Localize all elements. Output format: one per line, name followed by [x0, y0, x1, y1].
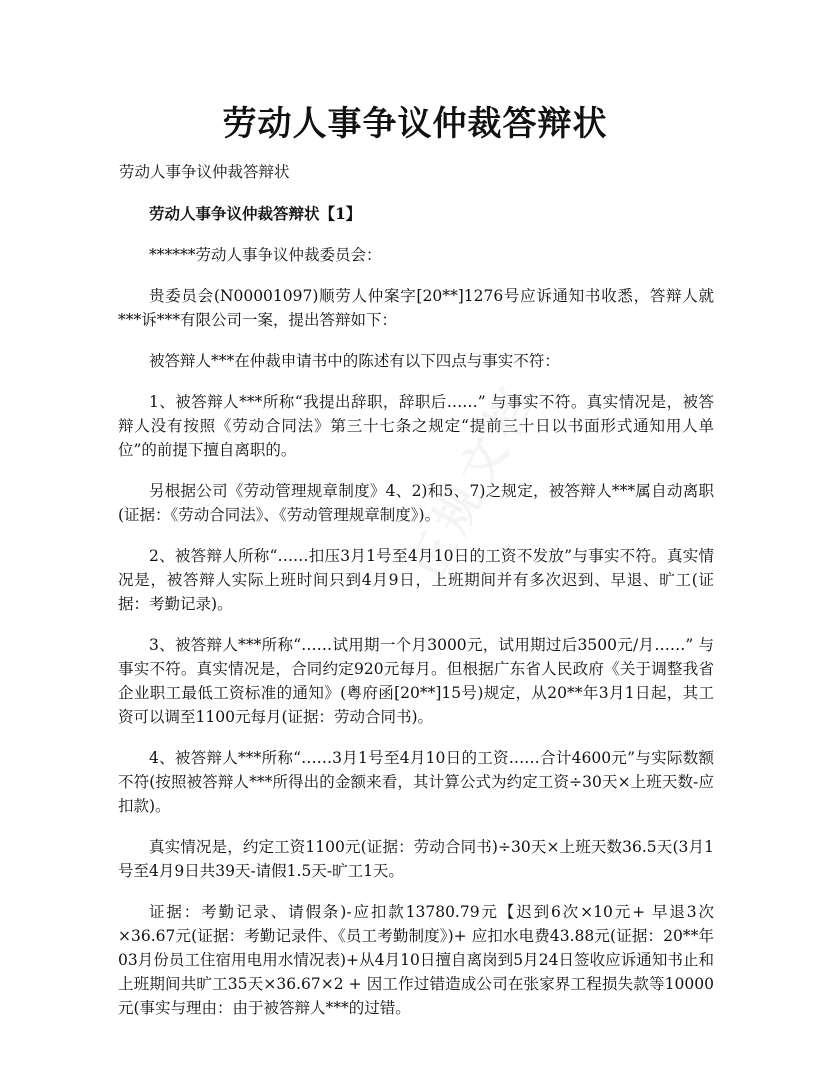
- paragraph-summary: 被答辩人***在仲裁申请书中的陈述有以下四点与事实不符：: [149, 352, 560, 370]
- paragraph-point-2: 2、被答辩人所称“……扣压3月1号至4月10日的工资不发放”与事实不符。真实情况是，被答辩人实际上班时间只到4月9日，上班期间并有多次迟到、早退、旷工(证据：考勤记录)。: [118, 547, 714, 613]
- document-body: [118, 160, 714, 1037]
- document-subtitle: 劳动人事争议仲裁答辩状: [119, 163, 290, 181]
- paragraph-addressee: ******劳动人事争议仲裁委员会：: [149, 246, 382, 264]
- paragraph-facts: 真实情况是，约定工资1100元(证据：劳动合同书)÷30天×上班天数36.5天(3月1号至4月9日共39天-请假1.5天-旷工1天。: [118, 838, 714, 880]
- document-title: 劳动人事争议仲裁答辩状: [222, 104, 608, 144]
- paragraph-point-1-supplement: 另根据公司《劳动管理规章制度》4、2)和5、7)之规定，被答辩人***属自动离职(证据：《劳动合同法》、《劳动管理规章制度》)。: [118, 482, 714, 524]
- paragraph-point-1: 1、被答辩人***所称“我提出辞职，辞职后……” 与事实不符。真实情况是，被答辩人没有按照《劳动合同法》第三十七条之规定“提前三十日以书面形式通知用人单位”的前提下擅自离职的。: [118, 393, 714, 459]
- paragraph-point-3: 3、被答辩人***所称“……试用期一个月3000元，试用期过后3500元/月……” 与事实不符。真实情况是，合同约定920元每月。但根据广东省人民政府《关于调整我省企业职工最低工资标准的通知》(粤府函[20**]15号)规定，从20**年3月1日起，其工资可以调至1100元每月(证据：劳动合同书)。: [118, 636, 714, 726]
- paragraph-point-4: 4、被答辩人***所称“……3月1号至4月10日的工资……合计4600元”与实际数额不符(按照被答辩人***所得出的金额来看，其计算公式为约定工资÷30天×上班天数-应扣款)。: [118, 749, 714, 815]
- section-heading: 劳动人事争议仲裁答辩状【1】: [149, 204, 362, 223]
- paragraph-intro: 贵委员会(N00001097)顺劳人仲案字[20**]1276号应诉通知书收悉，答辩人就***诉***有限公司一案，提出答辩如下：: [118, 287, 714, 329]
- paragraph-evidence: 证据：考勤记录、请假条)-应扣款13780.79元【迟到6次×10元+ 早退3次×36.67元(证据：考勤记录件、《员工考勤制度》)+ 应扣水电费43.88元(证据：20**年03月份员工住宿用电用水情况表)+从4月10日擅自离岗到5月24日签收应诉通知书止和上班期间共旷工35天×36.67×2 + 因工作过错造成公司在张家界工程损失款等10000元(事实与理由：由于被答辩人***的过错。: [118, 903, 714, 1017]
